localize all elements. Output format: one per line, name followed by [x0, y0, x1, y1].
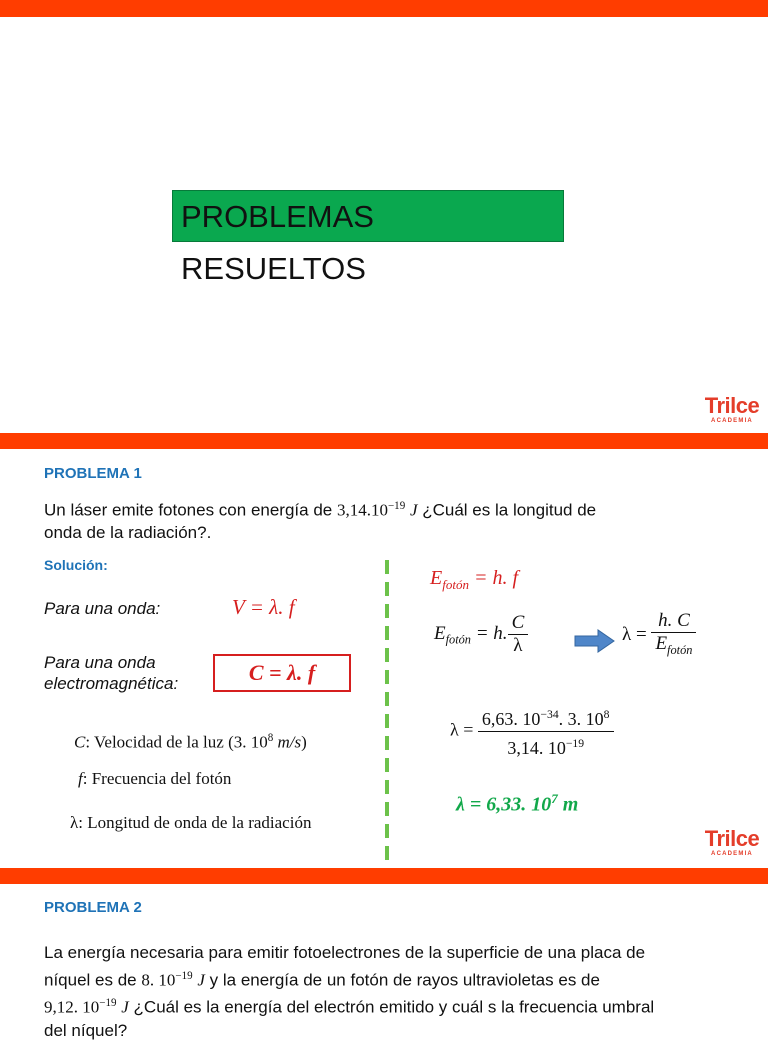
column-divider	[385, 560, 389, 860]
wavelength-result: λ = 6,33. $10^7$ m	[456, 791, 579, 816]
photon-energy-wavelength-formula: $E_{fotón} = h$. $\frac{C}{\lambda}$	[434, 612, 528, 657]
em-formula: C = λ. f	[248, 660, 316, 685]
arrow-right-icon	[574, 629, 616, 653]
problem-1-heading: PROBLEMA 1	[44, 465, 142, 482]
definition-lambda: λ: Longitud de onda de la radiación	[70, 813, 312, 832]
trilce-logo: Trilce ACADEMIA	[704, 826, 760, 857]
em-formula-box	[213, 654, 351, 692]
problem-2-statement: La energía necesaria para emitir fotoelectrones de la superficie de una placa de níquel es de 8. $10^{-19}$ J y la energía de un fotón de rayos ultravioletas es de 9,12. $10^{-19}$ J ¿Cuál es la energía del electrón emitido y cuál s la frecuencia umbral del níquel?	[44, 943, 655, 1040]
problem-1-statement: Un láser emite fotones con energía de $3,14.10^{-19}$ J ¿Cuál es la longitud de onda de la radiación?.	[44, 500, 597, 542]
page-title: PROBLEMAS RESUELTOS	[172, 190, 564, 242]
definition-c: C: Velocidad de la luz (3. $10^8$ m/s)	[74, 732, 307, 752]
slide-title	[0, 17, 768, 433]
top-accent-bar	[0, 0, 768, 17]
definition-f: f: Frecuencia del fotón	[78, 769, 232, 788]
trilce-logo: Trilce ACADEMIA	[704, 393, 760, 424]
slide-separator-bar	[0, 433, 768, 449]
solution-label: Solución:	[44, 557, 108, 573]
wave-formula: V = λ. f	[232, 595, 295, 619]
wavelength-formula: λ = $\frac{h. C}{E_{fotón}}$	[622, 610, 696, 661]
wavelength-calculation: λ = $\frac{6,63. 10^{-34}. 3. 10^8}{3,14. 10^{-19}}$	[450, 703, 614, 760]
slide-separator-bar	[0, 868, 768, 884]
photon-energy-formula: $E_{fotón} = h$. f	[430, 567, 519, 592]
wave-label: Para una onda:	[44, 599, 161, 618]
em-wave-label: Para una onda electromagnética:	[44, 653, 179, 693]
problem-2-heading: PROBLEMA 2	[44, 899, 142, 916]
